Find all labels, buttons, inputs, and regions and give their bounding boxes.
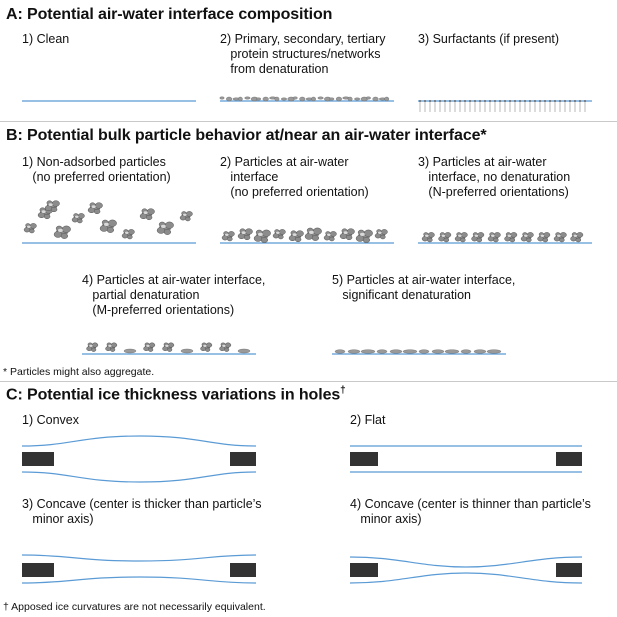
- support-block-right: [230, 563, 256, 577]
- panel-a3-label: 3) Surfactants (if present): [418, 32, 560, 46]
- support-block-right: [556, 563, 582, 577]
- panel-a1-label: 1) Clean: [22, 32, 70, 46]
- ice-profile-convex: [22, 436, 256, 482]
- section-c-title-mark: †: [340, 385, 346, 396]
- panel-b5-label: 5) Particles at air-water interface, significant denaturation: [332, 273, 516, 302]
- ice-profile-concave-thin: [350, 557, 582, 583]
- section-c-title-text: C: Potential ice thickness variations in holes: [6, 386, 341, 404]
- section-b-footnote: * Particles might also aggregate.: [3, 366, 155, 378]
- panel-c4-label: 4) Concave (center is thinner than particle’s minor axis): [350, 497, 591, 526]
- panel-b2-label: 2) Particles at air-water interface (no preferred orientation): [220, 155, 369, 199]
- section-b-title: B: Potential bulk particle behavior at/near an air-water interface*: [6, 127, 487, 144]
- support-block-left: [22, 563, 54, 577]
- support-block-left: [350, 452, 378, 466]
- panel-b3-label: 3) Particles at air-water interface, no denaturation (N-preferred orientations): [418, 155, 571, 199]
- support-block-left: [350, 563, 378, 577]
- section-a-title: A: Potential air-water interface composition: [6, 6, 333, 23]
- support-block-right: [230, 452, 256, 466]
- panel-c1-label: 1) Convex: [22, 413, 79, 427]
- support-block-right: [556, 452, 582, 466]
- panel-c3-label: 3) Concave (center is thicker than particle’s minor axis): [22, 497, 262, 526]
- panel-c2-label: 2) Flat: [350, 413, 386, 427]
- ice-profile-flat: [350, 446, 582, 472]
- panel-b4-label: 4) Particles at air-water interface, partial denaturation (M-preferred orientations): [82, 273, 266, 317]
- ice-profile-concave-thick: [22, 555, 256, 583]
- section-c-footnote: † Apposed ice curvatures are not necessarily equivalent.: [3, 601, 266, 613]
- panel-b1-label: 1) Non-adsorbed particles (no preferred orientation): [22, 155, 171, 184]
- support-block-left: [22, 452, 54, 466]
- panel-a2-label: 2) Primary, secondary, tertiary protein structures/networks from denaturation: [220, 32, 386, 76]
